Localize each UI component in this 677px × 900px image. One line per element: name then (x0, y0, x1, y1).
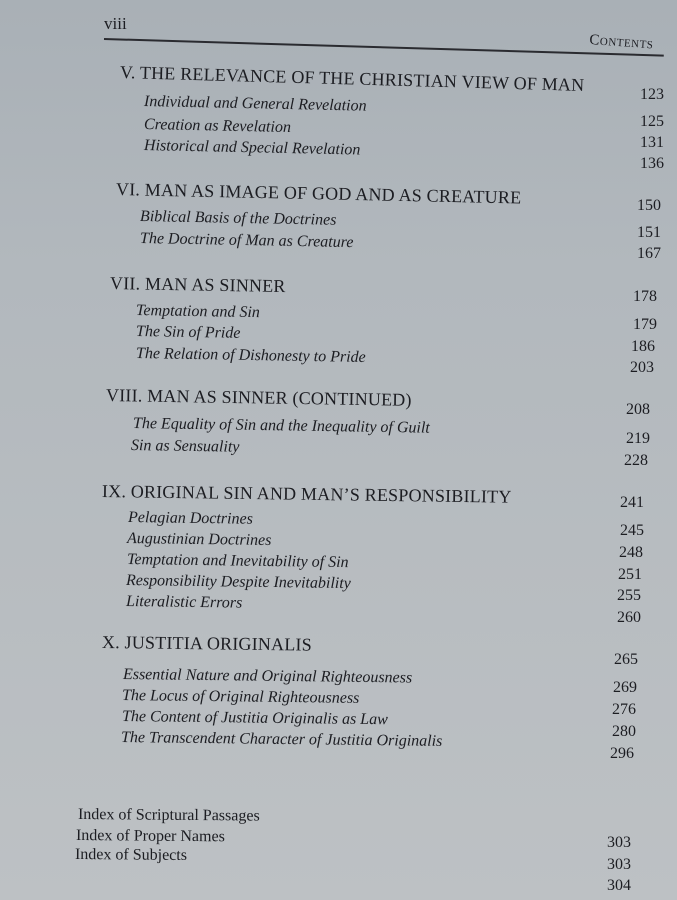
chapter-title: VI. MAN AS IMAGE OF GOD AND AS CREATURE (115, 179, 522, 208)
index-entry: Index of Subjects (74, 846, 188, 864)
index-page: 304 (607, 877, 631, 894)
section-title: The Locus of Original Righteousness (121, 687, 360, 707)
chapter-page: 123 (640, 86, 664, 103)
section-page: 228 (624, 452, 648, 469)
section-page: 251 (618, 566, 642, 583)
section-title: Pelagian Doctrines (127, 509, 253, 528)
chapter-title: X. JUSTITIA ORIGINALIS (101, 632, 313, 655)
page-number: viii (104, 14, 127, 33)
chapter-title: VII. MAN AS SINNER (109, 273, 286, 297)
section-title: Individual and General Revelation (143, 93, 367, 115)
chapter-page: 150 (637, 197, 661, 214)
section-page: 296 (610, 745, 634, 762)
section-page: 179 (633, 316, 657, 333)
section-page: 245 (620, 522, 644, 539)
section-title: The Sin of Pride (135, 323, 241, 342)
section-page: 136 (640, 155, 664, 172)
index-entry: Index of Scriptural Passages (77, 806, 260, 825)
section-page: 167 (637, 245, 661, 262)
section-title: Literalistic Errors (125, 593, 243, 612)
section-title: Creation as Revelation (143, 116, 292, 137)
section-title: Augustinian Doctrines (126, 530, 272, 550)
section-page: 131 (640, 134, 664, 151)
section-title: Temptation and Sin (135, 302, 261, 322)
chapter-page: 265 (614, 651, 638, 668)
chapter-page: 208 (626, 401, 650, 418)
chapter-page: 178 (633, 288, 657, 305)
chapter-title: VIII. MAN AS SINNER (CONTINUED) (105, 385, 412, 410)
section-title: Biblical Basis of the Doctrines (139, 208, 337, 229)
section-page: 151 (637, 224, 661, 241)
section-title: Sin as Sensuality (130, 437, 240, 456)
section-title: Temptation and Inevitability of Sin (126, 551, 349, 572)
index-page: 303 (607, 856, 631, 873)
section-title: The Transcendent Character of Justitia Originalis (120, 729, 443, 750)
running-head: Contents (588, 32, 654, 53)
chapter-title: IX. ORIGINAL SIN AND MAN’S RESPONSIBILITY (101, 481, 512, 507)
index-page: 303 (607, 834, 631, 851)
section-title: The Equality of Sin and the Inequality of Guilt (132, 415, 430, 437)
chapter-title: V. THE RELEVANCE OF THE CHRISTIAN VIEW OF MAN (119, 62, 585, 95)
section-title: The Relation of Dishonesty to Pride (135, 345, 366, 367)
section-page: 255 (617, 587, 641, 604)
section-page: 203 (630, 359, 654, 376)
section-page: 248 (619, 544, 643, 561)
section-title: The Doctrine of Man as Creature (139, 230, 354, 252)
section-page: 219 (626, 430, 650, 447)
index-entry: Index of Proper Names (75, 827, 225, 846)
section-page: 186 (631, 338, 655, 355)
section-page: 276 (612, 701, 636, 718)
header-rule (104, 38, 664, 57)
section-page: 260 (617, 609, 641, 626)
section-title: The Content of Justitia Originalis as Law (121, 708, 388, 729)
section-page: 125 (640, 113, 664, 130)
section-page: 280 (612, 723, 636, 740)
section-title: Historical and Special Revelation (143, 137, 361, 159)
section-title: Essential Nature and Original Righteousness (122, 666, 413, 687)
section-page: 269 (613, 679, 637, 696)
chapter-page: 241 (620, 494, 644, 511)
section-title: Responsibility Despite Inevitability (125, 572, 351, 593)
